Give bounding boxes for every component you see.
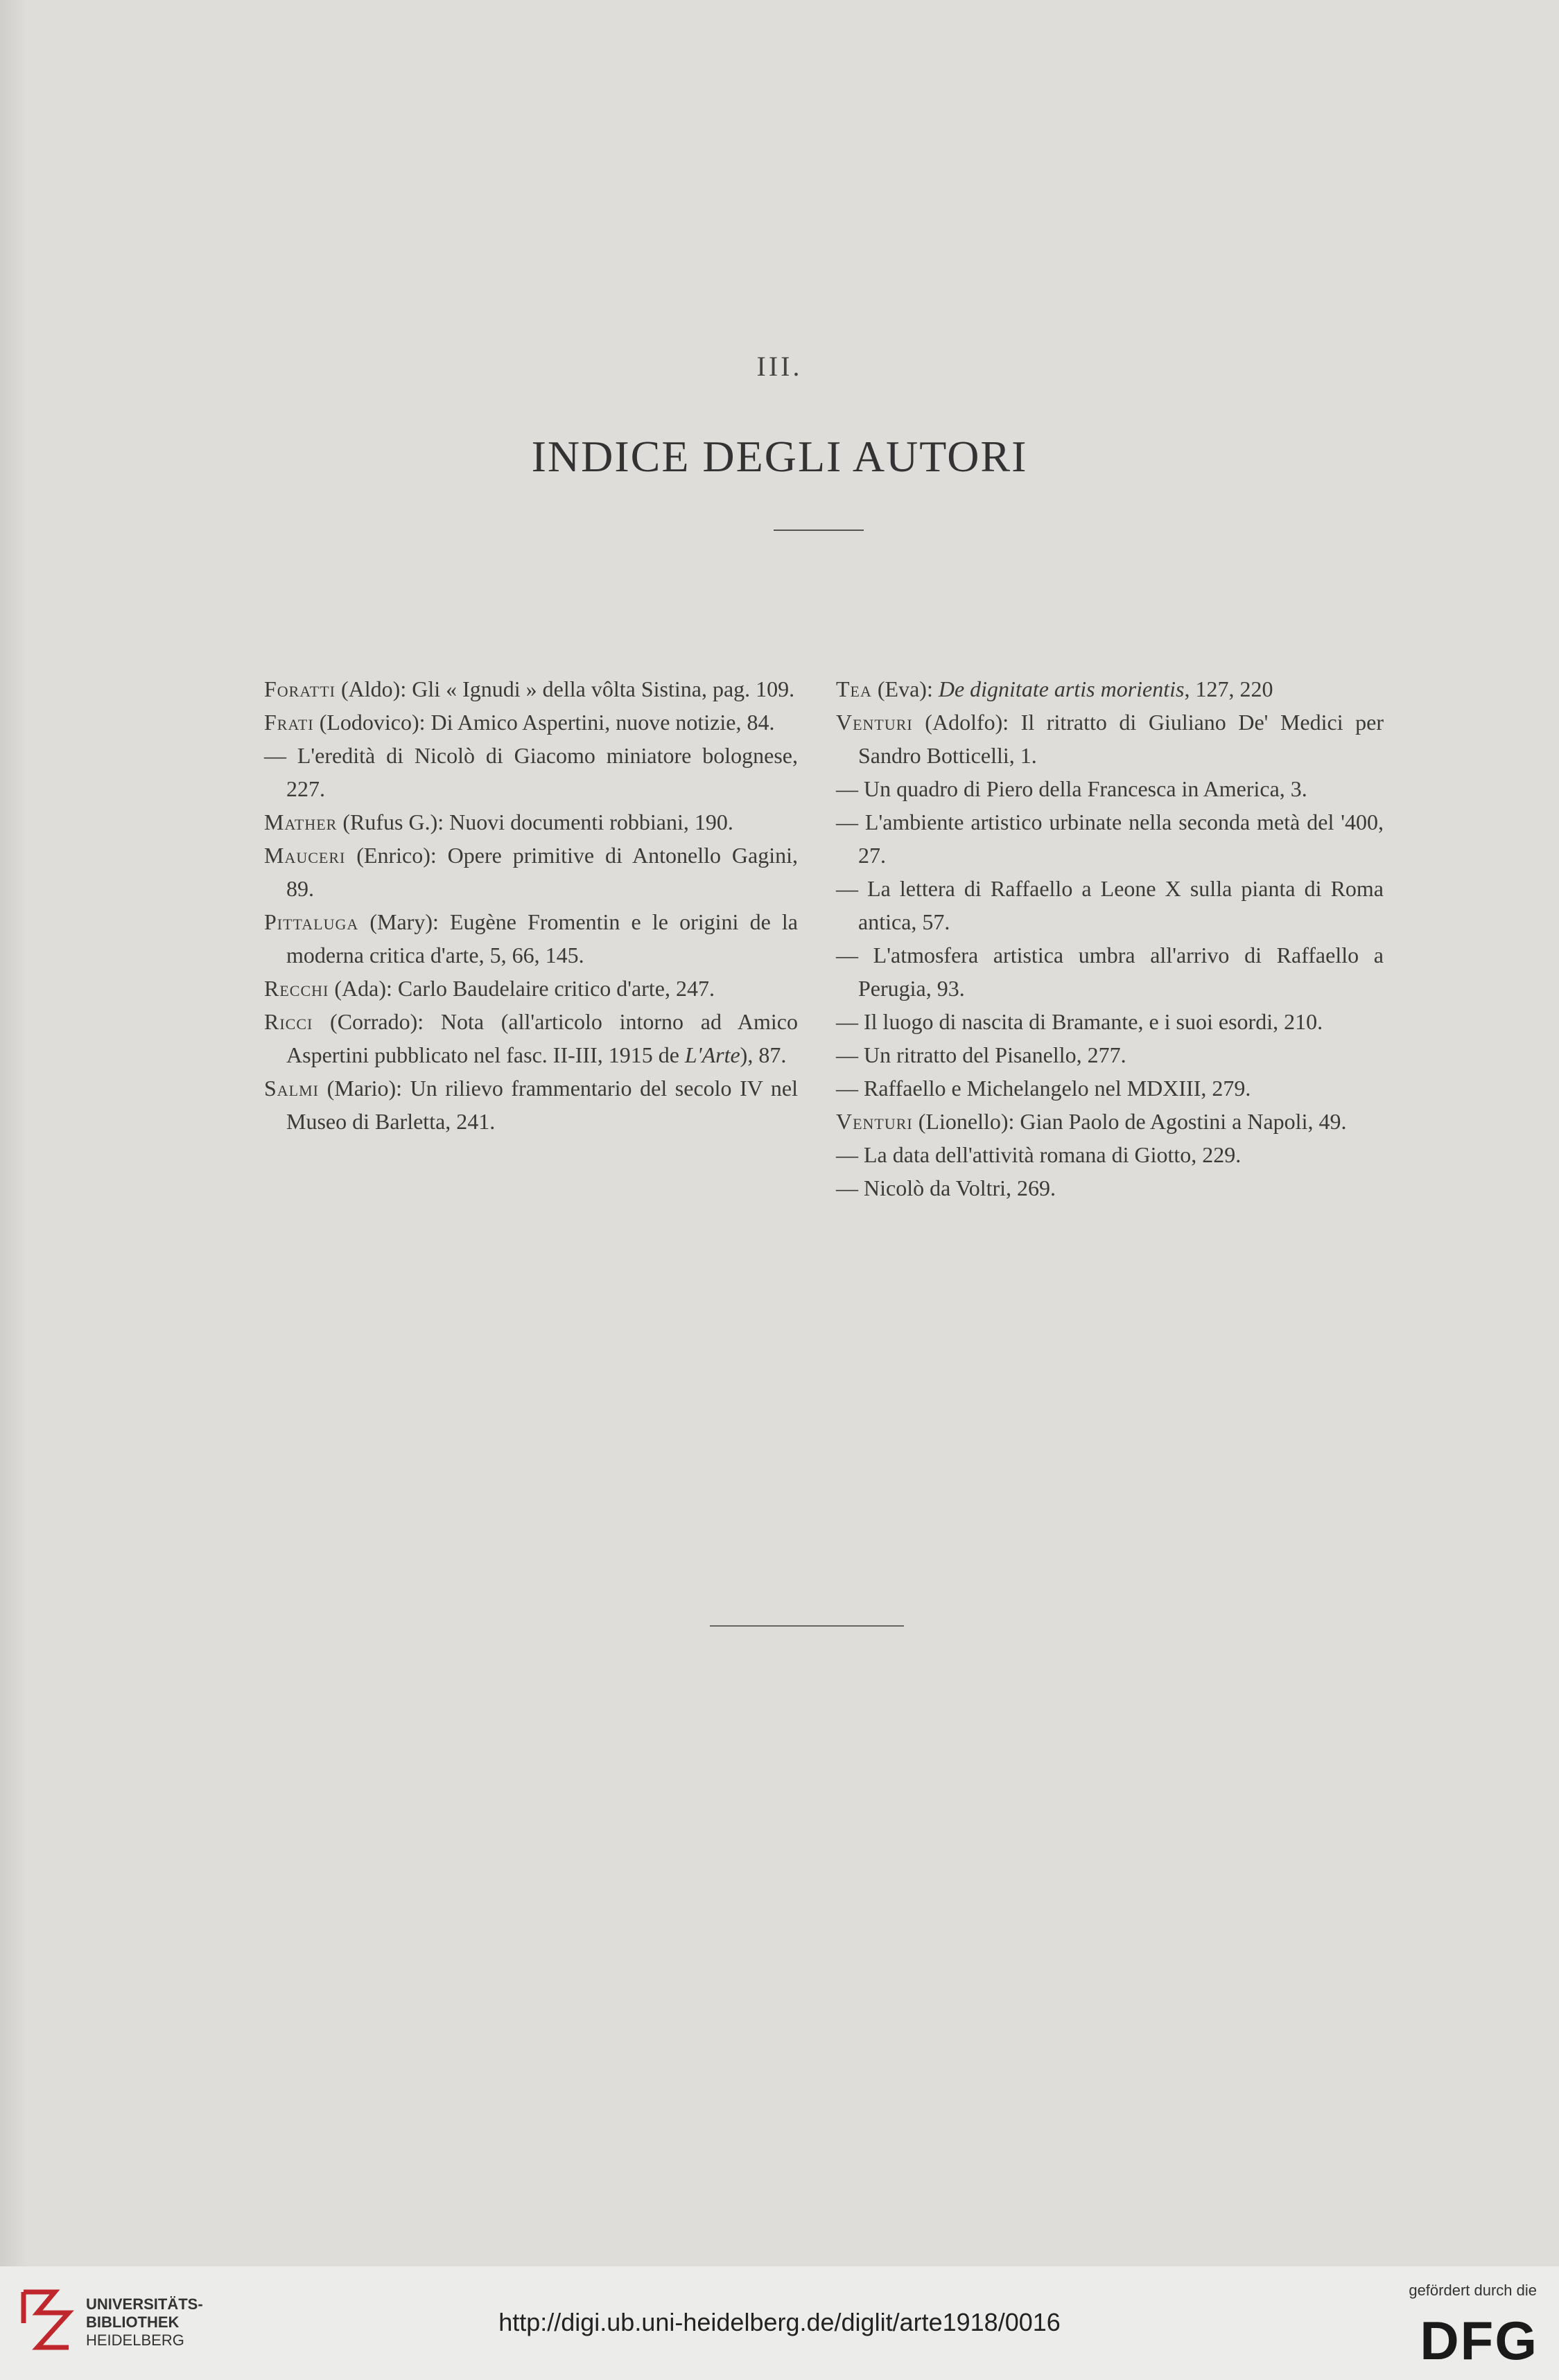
- index-entry: [264, 839, 798, 905]
- author-name: Salmi: [264, 1076, 320, 1101]
- entry-tail: ), 87.: [740, 1042, 787, 1067]
- library-name-line3: HEIDELBERG: [86, 2331, 184, 2349]
- section-number: III.: [756, 351, 803, 382]
- entry-text: (Eva):: [871, 676, 939, 701]
- title-divider: [774, 530, 864, 531]
- end-divider: [710, 1625, 904, 1627]
- index-subentry: — L'atmosfera artistica umbra all'arrivo di Raffaello a Perugia, 93.: [836, 943, 1384, 1001]
- index-subentry: — Il luogo di nascita di Bramante, e i suoi esordi, 210.: [836, 1009, 1323, 1034]
- author-name: Venturi: [836, 1109, 913, 1134]
- permalink-url[interactable]: http://digi.ub.uni-heidelberg.de/diglit/arte1918/0016: [498, 2308, 1061, 2336]
- index-entry: [264, 972, 798, 1005]
- index-entry: [836, 672, 1384, 706]
- index-subentry: — Nicolò da Voltri, 269.: [836, 1175, 1056, 1200]
- index-subentry: — La data dell'attività romana di Giotto, 229.: [836, 1142, 1242, 1167]
- author-name: Recchi: [264, 976, 329, 1001]
- page-title: INDICE DEGLI AUTORI: [531, 432, 1028, 481]
- entry-text: (Corrado): Nota (all'articolo intorno ad Amico Aspertini pubblicato nel fasc. II-III, 1915 de: [286, 1009, 798, 1067]
- author-name: Ricci: [264, 1009, 313, 1034]
- author-name: Mather: [264, 810, 338, 834]
- library-name-line1: UNIVERSITÄTS-: [86, 2295, 203, 2313]
- left-column: [264, 672, 798, 1138]
- author-name: Frati: [264, 710, 314, 735]
- viewer-footer: [0, 2266, 1559, 2380]
- italic-title: L'Arte: [684, 1042, 740, 1067]
- index-entry: [264, 805, 798, 839]
- index-subentry: — La lettera di Raffaello a Leone X sulla pianta di Roma antica, 57.: [836, 876, 1384, 934]
- index-subentry: — L'eredità di Nicolò di Giacomo miniatore bolognese, 227.: [264, 743, 798, 801]
- index-entry: [264, 672, 798, 706]
- entry-text: (Lionello): Gian Paolo de Agostini a Napoli, 49.: [912, 1109, 1347, 1134]
- entry-text: (Mario): Un rilievo frammentario del secolo IV nel Museo di Barletta, 241.: [286, 1076, 798, 1134]
- entry-text: (Adolfo): Il ritratto di Giuliano De' Medici per Sandro Botticelli, 1.: [858, 710, 1384, 768]
- index-subentry: — L'ambiente artistico urbinate nella seconda metà del '400, 27.: [836, 810, 1384, 868]
- entry-text: (Rufus G.): Nuovi documenti robbiani, 190.: [337, 810, 733, 834]
- index-entry: [836, 1105, 1384, 1138]
- right-column: [836, 672, 1384, 1205]
- author-name: Mauceri: [264, 843, 346, 868]
- index-entry: [264, 1005, 798, 1071]
- entry-text: (Ada): Carlo Baudelaire critico d'arte, 247.: [329, 976, 715, 1001]
- index-entry: [836, 706, 1384, 772]
- entry-text: (Aldo): Gli « Ignudi » della vôlta Sistina, pag. 109.: [336, 676, 795, 701]
- index-subentry: — Un ritratto del Pisanello, 277.: [836, 1042, 1126, 1067]
- dfg-logo: DFG: [1420, 2310, 1538, 2371]
- entry-text: (Enrico): Opere primitive di Antonello Gagini, 89.: [286, 843, 798, 901]
- entry-text: (Mary): Eugène Fromentin e le origini de la moderna critica d'arte, 5, 66, 145.: [286, 909, 798, 968]
- italic-title: De dignitate artis morientis: [938, 676, 1185, 701]
- author-name: Pittaluga: [264, 909, 359, 934]
- author-name: Foratti: [264, 676, 336, 701]
- author-name: Venturi: [836, 710, 913, 735]
- author-name: Tea: [836, 676, 872, 701]
- funding-caption: gefördert durch die: [1409, 2282, 1537, 2299]
- index-subentry: — Raffaello e Michelangelo nel MDXIII, 279.: [836, 1076, 1251, 1101]
- entry-tail: , 127, 220: [1184, 676, 1273, 701]
- index-subentry: — Un quadro di Piero della Francesca in America, 3.: [836, 776, 1307, 801]
- index-entry: [264, 706, 798, 739]
- index-entry: [264, 905, 798, 972]
- index-entry: [264, 1071, 798, 1138]
- library-name-line2: BIBLIOTHEK: [86, 2313, 180, 2331]
- entry-text: (Lodovico): Di Amico Aspertini, nuove notizie, 84.: [313, 710, 775, 735]
